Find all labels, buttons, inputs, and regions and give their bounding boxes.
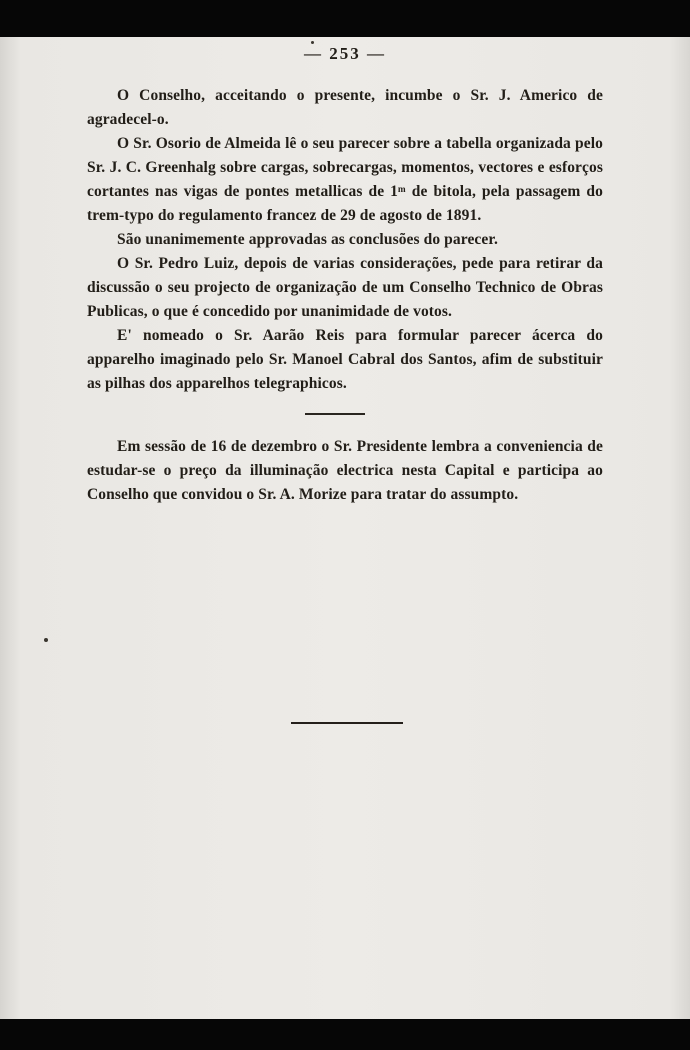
paragraph: E' nomeado o Sr. Aarão Reis para formular parecer ácerca do apparelho imaginado pelo Sr. Manoel Cabral dos Santos, afim de substituir as pilhas dos apparelhos telegraphicos. [87,327,603,392]
paragraph: O Conselho, acceitando o presente, incumbe o Sr. J. Americo de agradecel-o. [87,87,603,128]
page-number: — 253 — [304,44,386,63]
section-divider [305,413,365,415]
paragraph: São unanimemente approvadas as conclusões do parecer. [117,231,498,248]
scan-border-bottom [0,1019,690,1050]
scan-border-top [0,0,690,37]
paragraph: O Sr. Osorio de Almeida lê o seu parecer sobre a tabella organizada pelo Sr. J. C. Greenhalg sobre cargas, sobrecargas, momentos, vectores e esforços cortantes nas vigas de pontes metallicas de 1ᵐ de bitola, pela passagem do trem-typo do regulamento francez de 29 de agosto de 1891. [87,135,603,224]
body-text [87,84,603,507]
scan-speck [44,638,48,642]
scan-speck [311,41,314,44]
paragraph: O Sr. Pedro Luiz, depois de varias considerações, pede para retirar da discussão o seu projecto de organização de um Conselho Technico de Obras Publicas, o que é concedido por unanimidade de votos. [87,255,603,320]
paragraph: Em sessão de 16 de dezembro o Sr. Presidente lembra a conveniencia de estudar-se o preço da illuminação electrica nesta Capital e participa ao Conselho que convidou o Sr. A. Morize para tratar do assumpto. [87,438,603,503]
end-divider [291,722,403,724]
